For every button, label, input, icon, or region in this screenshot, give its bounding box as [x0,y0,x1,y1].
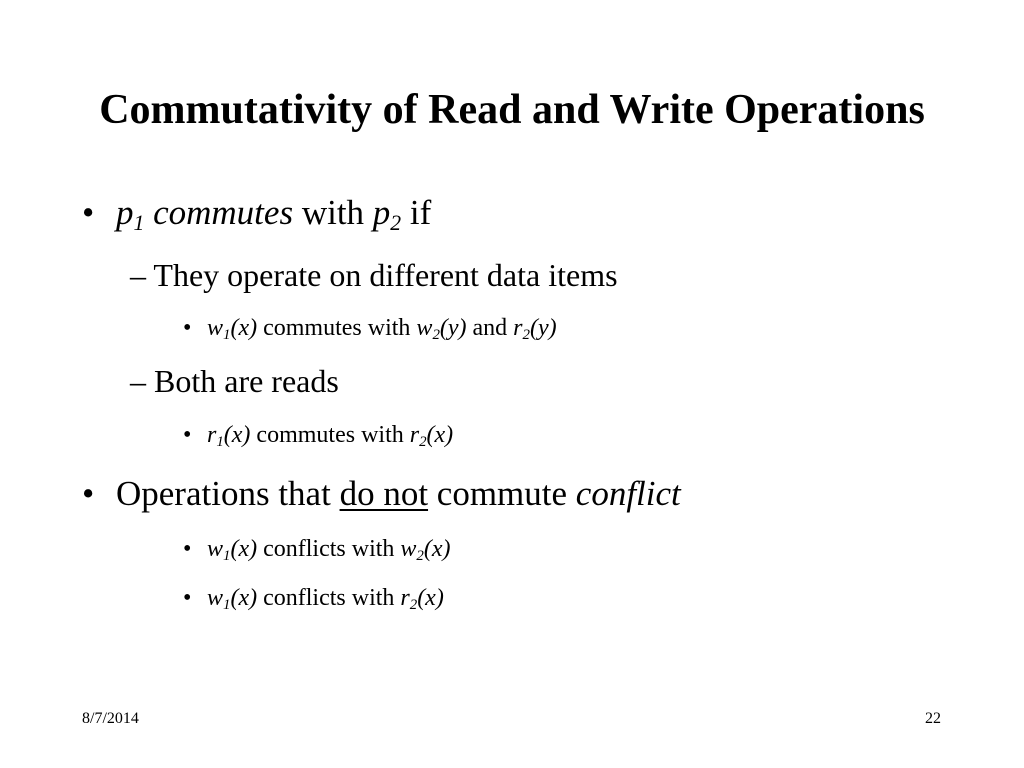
commutes-term: commutes [153,193,294,232]
r2-subscript: 2 [522,327,530,344]
r2-symbol: r [513,315,523,341]
lead-text: Operations that [116,474,331,513]
bullet-glyph: • [183,315,192,341]
bullet-glyph: • [183,422,192,448]
w1-subscript: 1 [223,597,231,614]
r1-subscript: 1 [216,434,224,451]
w2-argument: (y) [439,315,467,341]
p-subscript-1: 1 [133,211,145,236]
with-word: with [301,193,365,232]
bullet-glyph: • [183,536,192,562]
example-text [207,585,444,614]
example-text [207,315,557,344]
w1-argument: (x) [230,585,258,611]
slide-title: Commutativity of Read and Write Operations [99,87,925,133]
commute-word: commute [436,474,568,513]
example-text [207,422,454,451]
w1-argument: (x) [230,536,258,562]
footer-date: 8/7/2014 [82,710,139,727]
p-symbol: p [116,193,134,232]
example-r1x-commutes [183,420,453,450]
w2-symbol: w [400,536,417,562]
r1-symbol: r [207,422,217,448]
r2-subscript: 2 [409,597,418,614]
dash-glyph: – [130,257,146,293]
w-subscript: 1 [223,327,231,344]
p2-symbol: p [372,193,391,232]
sub-bullet-both-reads [130,362,339,400]
bullet-glyph: • [183,585,192,611]
bullet-text [116,474,681,513]
if-word: if [409,193,432,232]
relation-text: conflicts with [263,536,395,562]
w1-subscript: 1 [223,548,231,565]
w2-subscript: 2 [432,327,440,344]
example-text [207,536,451,565]
example-w1x-commutes [183,313,557,343]
relation-text: commutes with [263,315,411,341]
conflict-term: conflict [575,474,681,513]
bullet-commutes-definition [82,192,431,234]
w-symbol: w [207,315,224,341]
p-subscript-2: 2 [390,211,402,236]
bullet-conflict-definition [82,473,681,515]
r2-argument: (x) [417,585,444,611]
relation-text: conflicts with [263,585,395,611]
r2-symbol: r [409,422,420,448]
r1-argument: (x) [223,422,251,448]
sub-bullet-different-items [130,256,618,294]
example-w1x-conflicts-r2x [183,583,444,613]
r2-subscript: 2 [419,434,427,451]
sub-bullet-text: They operate on different data items [153,257,618,293]
and-word: and [472,315,508,341]
w2-subscript: 2 [416,548,424,565]
w1-symbol: w [207,585,224,611]
bullet-glyph: • [82,474,95,513]
sub-bullet-text: Both are reads [154,363,339,399]
example-w1x-conflicts-w2x [183,534,451,564]
footer-page-number: 22 [925,710,941,727]
r2-argument: (y) [529,315,557,341]
w-argument: (x) [230,315,258,341]
bullet-text [116,193,432,236]
bullet-glyph: • [82,193,95,232]
w2-symbol: w [416,315,433,341]
do-not-underlined: do not [339,474,429,513]
w1-symbol: w [207,536,224,562]
dash-glyph: – [130,363,146,399]
r2-argument: (x) [426,422,454,448]
w2-argument: (x) [423,536,451,562]
relation-text: commutes with [256,422,404,448]
r2-symbol: r [400,585,410,611]
